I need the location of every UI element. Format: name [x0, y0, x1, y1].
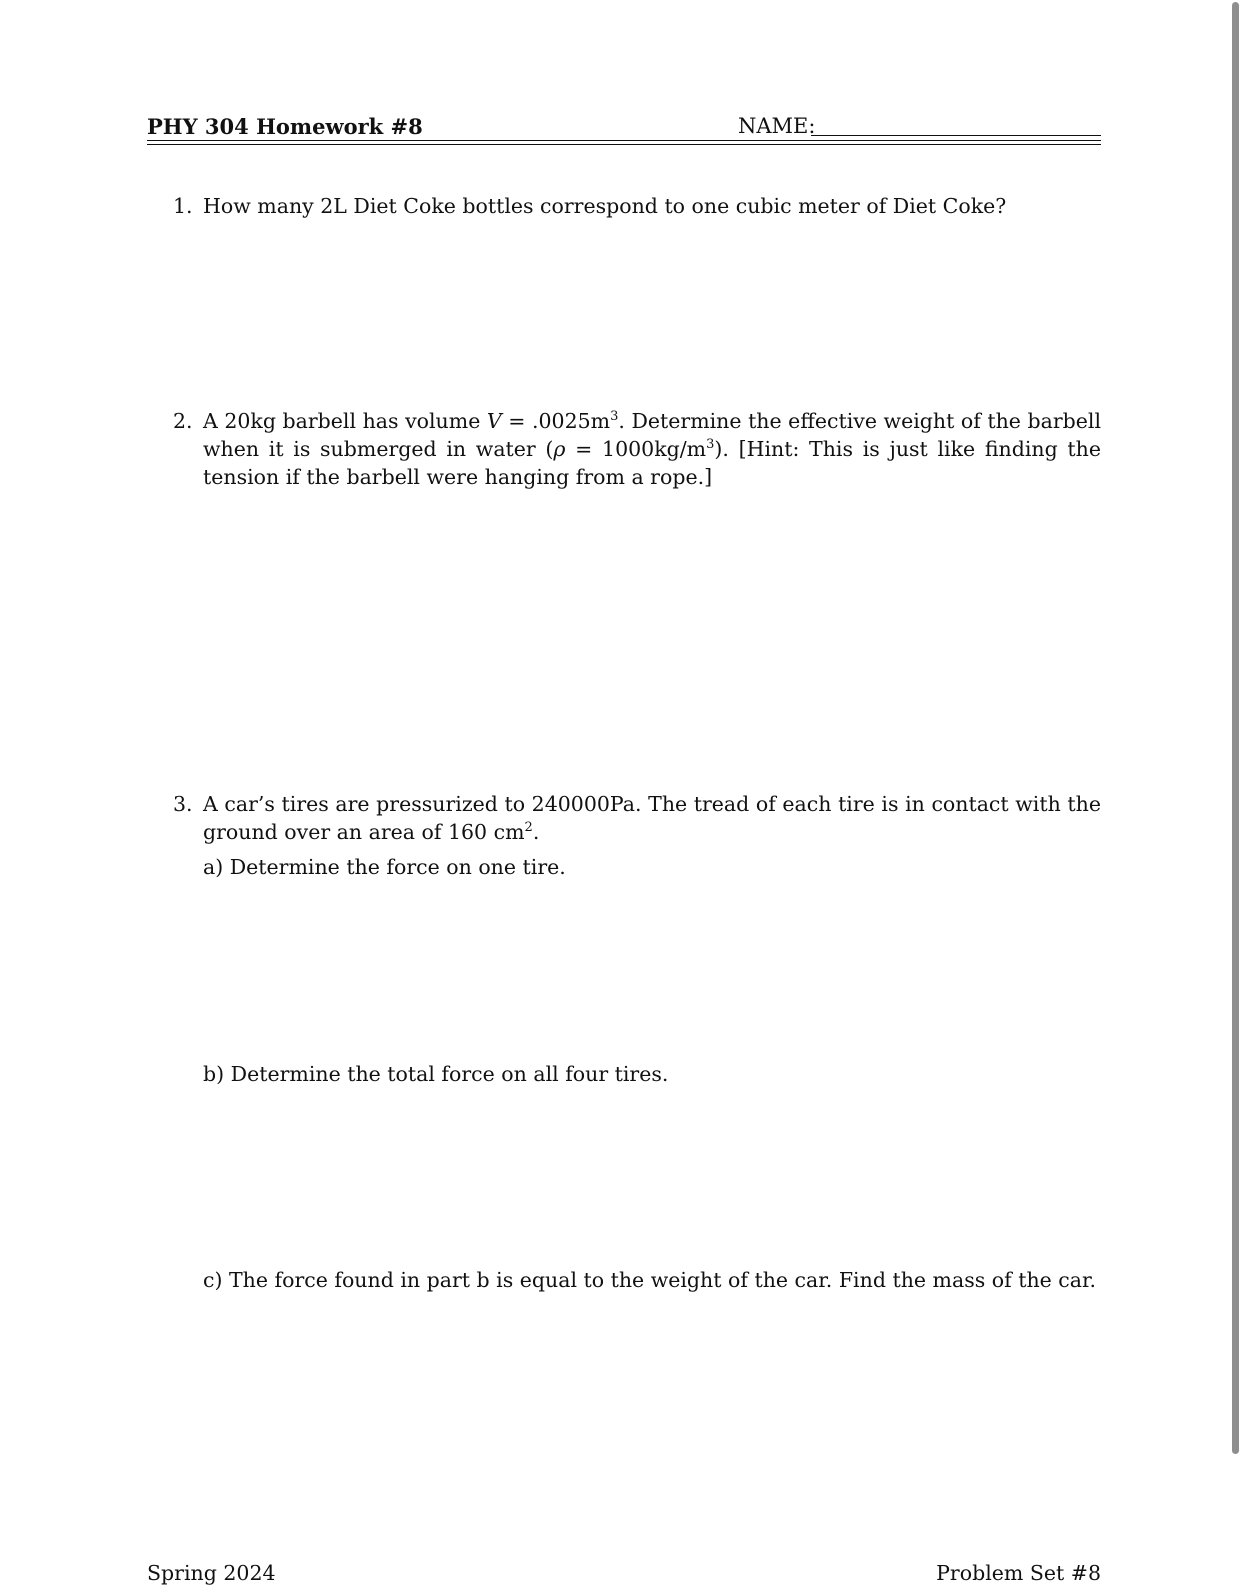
q2-sup-2: 3	[706, 437, 715, 453]
q2-var-v: V	[486, 409, 502, 433]
question-2-number: 2.	[173, 409, 193, 433]
q2-text-a: A 20kg barbell has volume	[203, 409, 487, 433]
footer-problem-set: Problem Set #8	[936, 1561, 1101, 1585]
question-2-text	[203, 407, 1101, 491]
header-rule-bottom	[147, 144, 1101, 145]
question-1-text: How many 2L Diet Coke bottles correspond to one cubic meter of Diet Coke?	[203, 194, 1007, 218]
name-blank-line	[811, 135, 1101, 136]
footer-term: Spring 2024	[147, 1561, 276, 1585]
page-title: PHY 304 Homework #8	[147, 114, 423, 139]
q2-text-e: ). [Hint: This is just like finding the tension if the barbell were hanging from a rope.]	[203, 437, 1101, 489]
question-3-part-b: b) Determine the total force on all four tires.	[203, 1062, 669, 1086]
name-label: NAME:	[738, 114, 816, 138]
question-3-part-c: c) The force found in part b is equal to the weight of the car. Find the mass of the car.	[203, 1268, 1097, 1292]
vertical-scrollbar[interactable]	[1232, 2, 1239, 1454]
question-3	[173, 790, 1101, 846]
question-3-part-a: a) Determine the force on one tire.	[203, 855, 566, 879]
question-3-text	[203, 790, 1101, 846]
header-rule-top	[147, 140, 1101, 141]
q3-sup: 2	[524, 820, 533, 836]
question-1-number: 1.	[173, 194, 193, 218]
q2-sup-1: 3	[610, 409, 619, 425]
q3-text-a: A car’s tires are pressurized to 240000Pa. The tread of each tire is in contact with the ground over an area of 160 cm	[203, 792, 1101, 844]
question-1	[173, 192, 1101, 220]
q3-text-b: .	[532, 820, 540, 844]
q2-text-d: = 1000kg/m	[565, 437, 707, 461]
question-3-number: 3.	[173, 792, 193, 816]
q2-text-c: . Determine the effective weight of the barbell when it is submerged in water (	[203, 409, 1102, 461]
q2-text-b: = .0025m	[501, 409, 611, 433]
q2-var-rho: ρ	[553, 437, 566, 461]
question-2	[173, 407, 1101, 491]
